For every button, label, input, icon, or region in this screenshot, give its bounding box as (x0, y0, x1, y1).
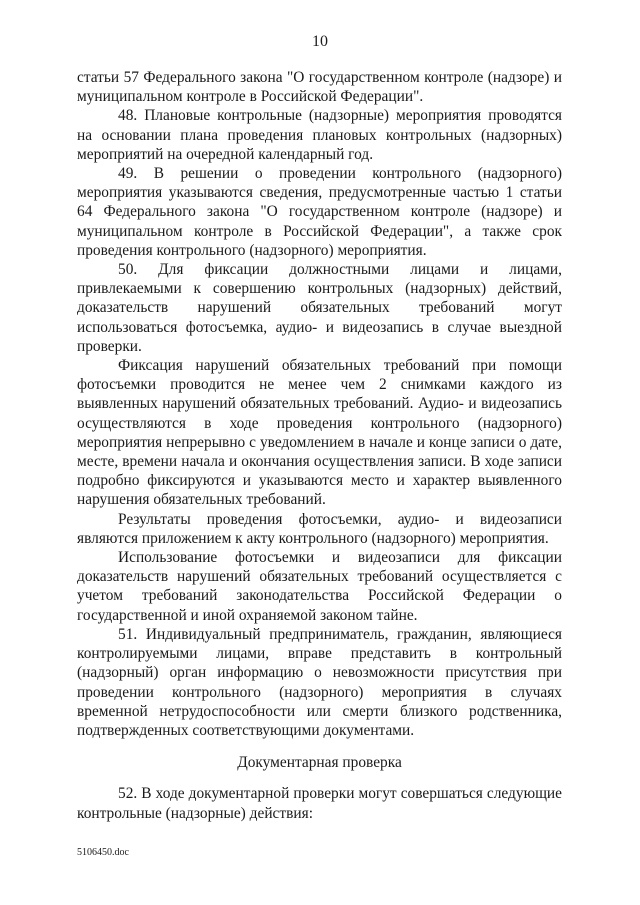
paragraph-49: 49. В решении о проведении контрольного (надзорного) мероприятия указываются сведения, предусмотренные частью 1 статьи 64 Федерального закона "О государственном контроле (надзоре) и муниципальном контроле в Российской Федерации", а также срок проведения контрольного (надзорного) мероприятия. (77, 165, 562, 259)
paragraph-photo-fixation: Фиксация нарушений обязательных требований при помощи фотосъемки проводится не менее чем 2 снимками каждого из выявленных нарушений обязательных требований. Аудио- и видеозапись осуществляются в ходе проведения контрольного (надзорного) мероприятия непрерывно с уведомлением в начале и конце записи о дате, месте, времени начала и окончания осуществления записи. В ходе записи подробно фиксируются и указываются место и характер выявленного нарушения обязательных требований. (77, 357, 562, 509)
paragraph-48: 48. Плановые контрольные (надзорные) мероприятия проводятся на основании плана проведения плановых контрольных (надзорных) мероприятий на очередной календарный год. (77, 107, 562, 163)
paragraph-usage: Использование фотосъемки и видеозаписи для фиксации доказательств нарушений обязательных требований осуществляется с учетом требований законодательства Российской Федерации о государственной и иной охраняемой законом тайне. (77, 549, 562, 624)
paragraph-results: Результаты проведения фотосъемки, аудио- и видеозаписи являются приложением к акту контрольного (надзорного) мероприятия. (77, 510, 562, 547)
page-number: 10 (312, 33, 328, 50)
paragraph-50: 50. Для фиксации должностными лицами и лицами, привлекаемыми к совершению контрольных (надзорных) действий, доказательств нарушений обязательных требований могут использоваться фотосъемка, аудио- и видеозапись в случае выездной проверки. (77, 261, 562, 355)
section-heading: Документарная проверка (237, 754, 402, 772)
paragraph-52: 52. В ходе документарной проверки могут совершаться следующие контрольные (надзорные) действия: (77, 785, 562, 822)
document-body (77, 68, 562, 823)
footer-document-code: 5106450.doc (77, 847, 129, 858)
paragraph-continuation: статьи 57 Федерального закона "О государственном контроле (надзоре) и муниципальном контроле в Российской Федерации". (77, 69, 562, 106)
paragraph-51: 51. Индивидуальный предприниматель, гражданин, являющиеся контролируемыми лицами, вправе представить в контрольный (надзорный) орган информацию о невозможности присутствия при проведении контрольного (надзорного) мероприятия в случаях временной нетрудоспособности или смерти близкого родственника, подтвержденных соответствующими документами. (77, 625, 562, 739)
